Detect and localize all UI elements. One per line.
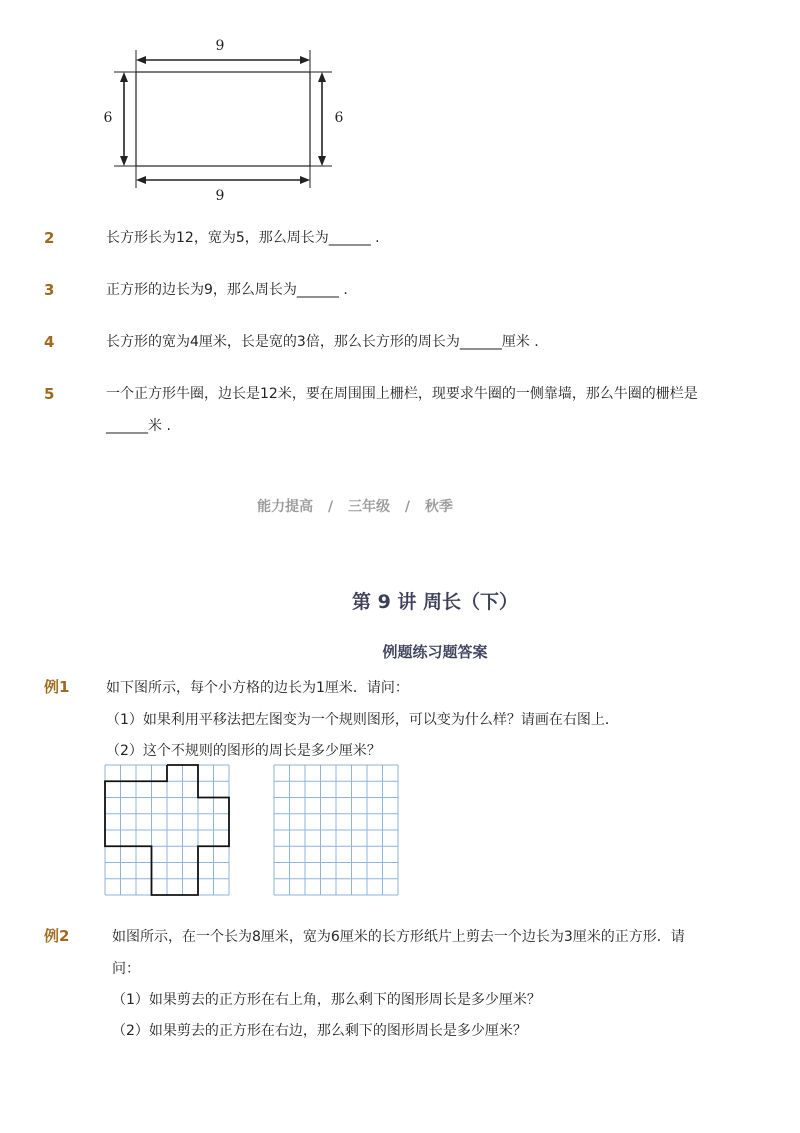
example-2-line-4: （2）如果剪去的正方形在右边，那么剩下的图形周长是多少厘米？ (112, 1023, 527, 1039)
footer-season: 秋季 (424, 499, 453, 515)
lesson-title: 第 9 讲 周长（下） (351, 591, 519, 613)
example-2-line-1: 如图所示，在一个长为8厘米，宽为6厘米的长方形纸片上剪去一个边长为3厘米的正方形．请 (112, 929, 685, 945)
example-2-label: 例2 (44, 927, 70, 945)
footer-separator: / (404, 499, 410, 515)
right-grid-lines (274, 765, 398, 895)
footer-grade: 三年级 (348, 499, 390, 515)
question-text: 一个正方形牛圈，边长是12米，要在周围围上栅栏，现要求牛圈的一侧靠墙，那么牛圈的栅栏是 (106, 386, 698, 402)
question-number: 4 (44, 333, 55, 351)
example-2-line-3: （1）如果剪去的正方形在右上角，那么剩下的图形周长是多少厘米？ (112, 992, 541, 1008)
example-1-line-2: （1）如果利用平移法把左图变为一个规则图形，可以变为什么样？请画在右图上． (106, 712, 619, 728)
bottom-dimension-label: 9 (215, 188, 225, 204)
right-dimension-label: 6 (334, 110, 344, 126)
top-dimension-arrow (136, 56, 310, 64)
question-number: 2 (44, 229, 55, 247)
lesson-subtitle: 例题练习题答案 (382, 643, 488, 661)
question-number: 5 (44, 385, 55, 403)
question-text: 长方形的宽为4厘米，长是宽的3倍，那么长方形的周长为______厘米 . (106, 334, 539, 350)
question-text: 正方形的边长为9，那么周长为______ . (106, 282, 348, 298)
left-dimension-label: 6 (103, 110, 113, 126)
rectangle-shape (136, 72, 310, 166)
example-1-line-1: 如下图所示，每个小方格的边长为1厘米．请问： (106, 680, 409, 696)
top-dimension-label: 9 (215, 38, 225, 54)
footer-separator: / (328, 499, 334, 515)
question-text-continued: ______米 . (106, 418, 171, 434)
question-number: 3 (44, 281, 55, 299)
rectangle-figure (100, 30, 350, 210)
left-dimension-arrow (120, 72, 128, 166)
example-2-line-2: 问： (112, 961, 140, 977)
right-dimension-arrow (318, 72, 326, 166)
page-footer (0, 496, 710, 516)
bottom-dimension-arrow (136, 176, 310, 184)
footer-course: 能力提高 (257, 499, 314, 515)
left-grid-figure (104, 764, 232, 898)
example-1-line-3: （2）这个不规则的图形的周长是多少厘米？ (106, 743, 381, 759)
right-grid-figure (273, 764, 401, 898)
example-1-label: 例1 (44, 678, 70, 696)
left-grid-lines (105, 765, 229, 895)
question-text: 长方形长为12，宽为5，那么周长为______ . (106, 230, 380, 246)
